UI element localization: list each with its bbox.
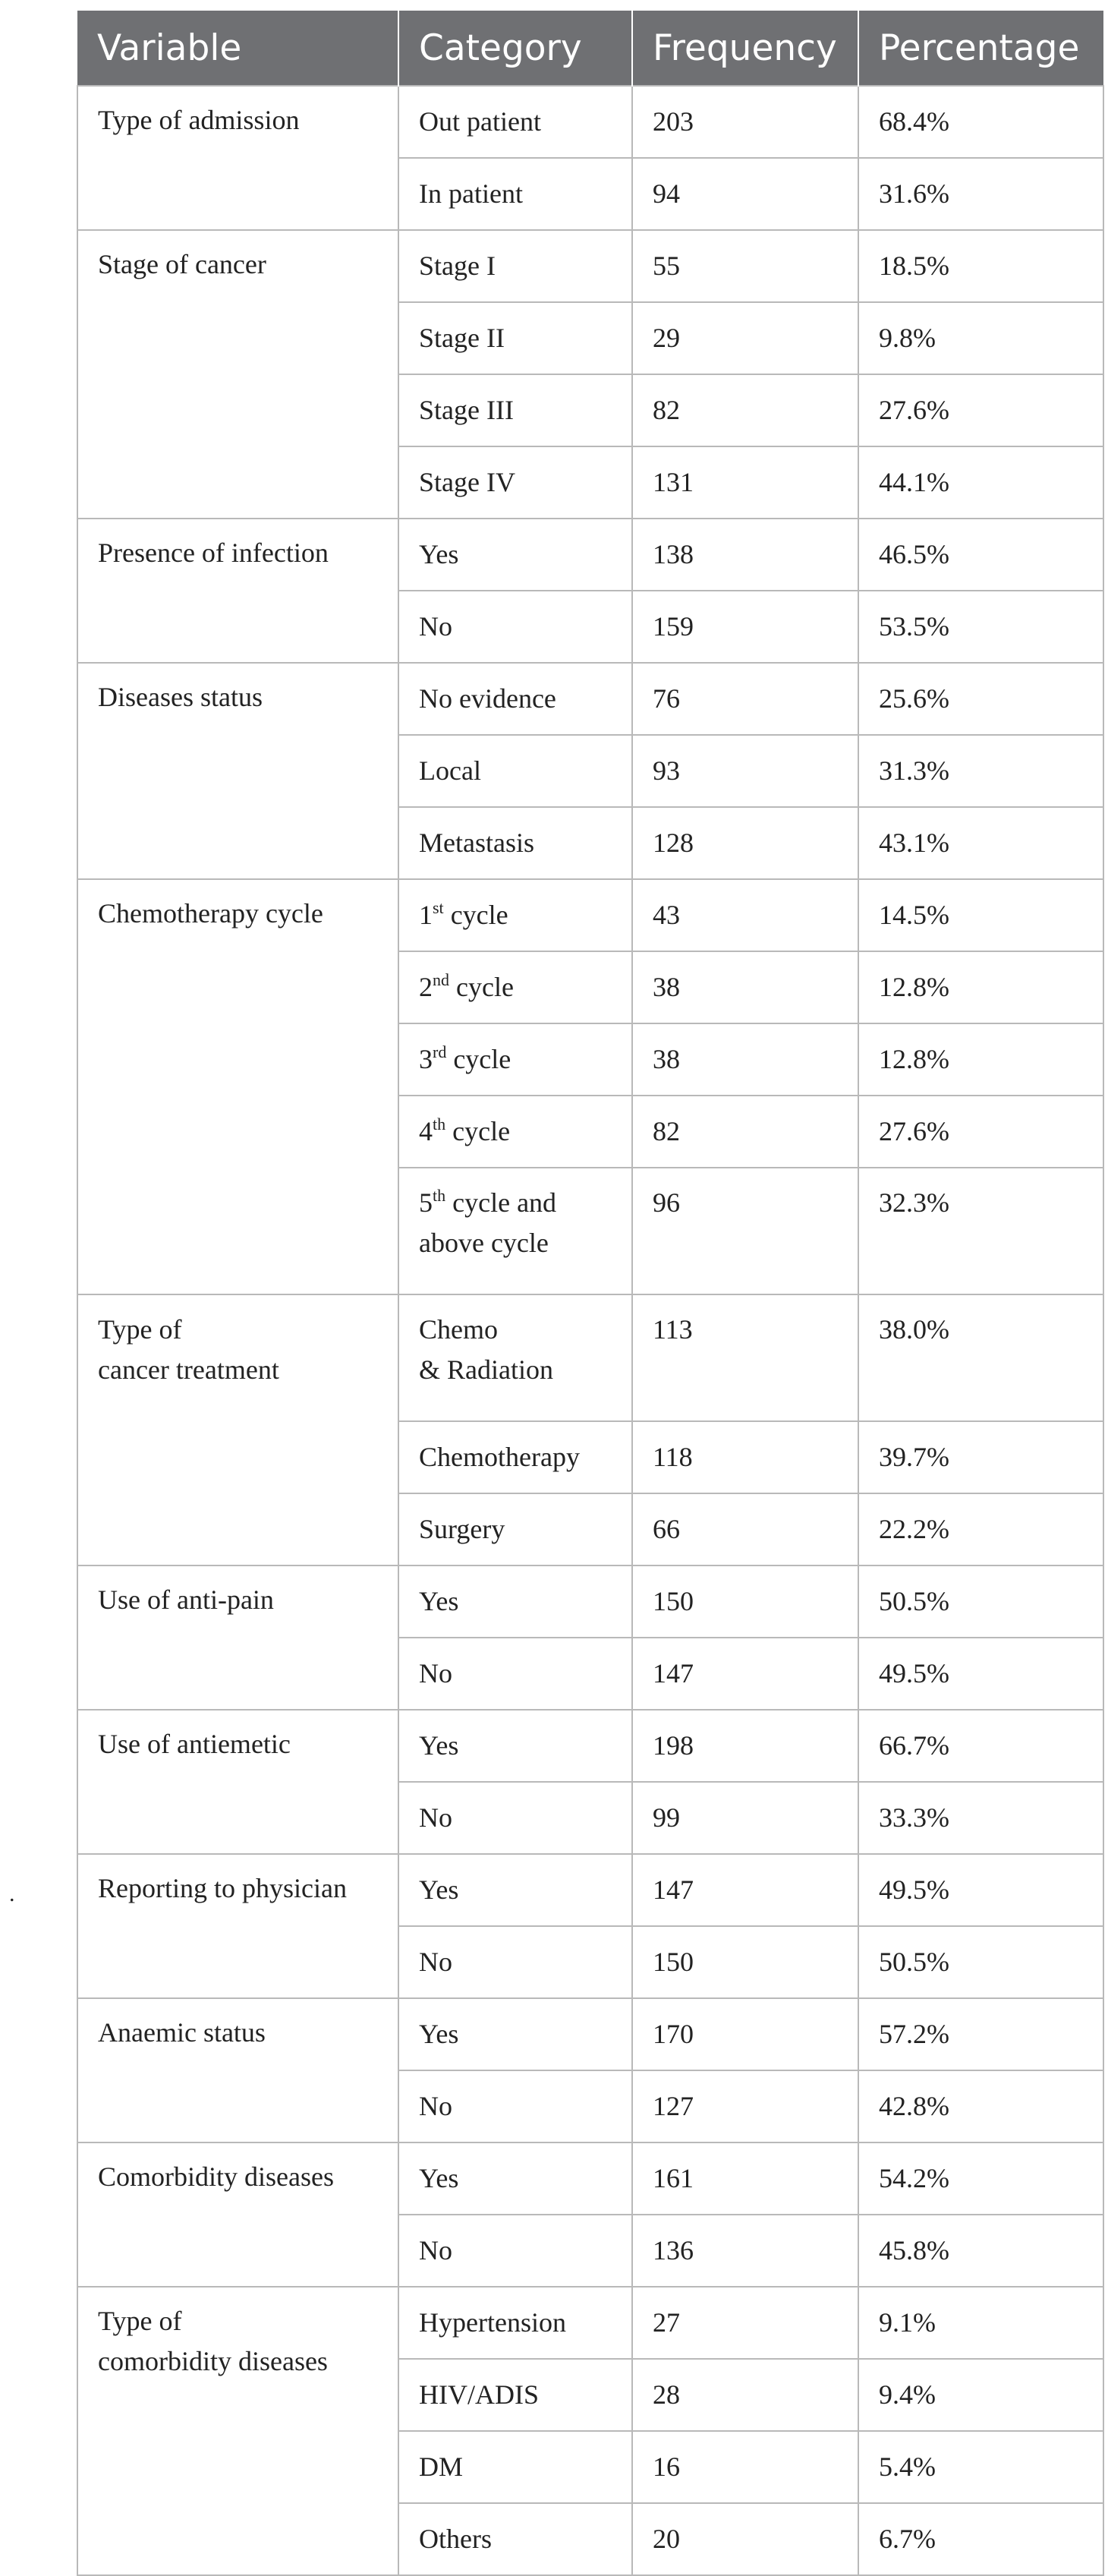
frequency-cell: 82 <box>632 1096 858 1168</box>
percentage-cell: 49.5% <box>858 1638 1103 1710</box>
category-cell: HIV/ADIS <box>398 2359 632 2431</box>
frequency-cell: 55 <box>632 230 858 302</box>
frequency-cell: 147 <box>632 1638 858 1710</box>
variable-cell: Chemotherapy cycle <box>77 879 398 1294</box>
variable-cell: Use of anti-pain <box>77 1565 398 1710</box>
variable-cell: Anaemic status <box>77 1998 398 2142</box>
category-cell <box>398 879 632 951</box>
percentage-cell: 9.4% <box>858 2359 1103 2431</box>
category-cell <box>398 1168 632 1294</box>
side-mark: . <box>9 1881 15 1906</box>
percentage-cell: 9.1% <box>858 2287 1103 2359</box>
category-cell: Hypertension <box>398 2287 632 2359</box>
percentage-cell: 9.8% <box>858 302 1103 374</box>
table-body <box>77 86 1103 2575</box>
ordinal-suffix: st <box>433 898 444 917</box>
cycle-number: 5 <box>419 1187 433 1218</box>
category-cell: Yes <box>398 519 632 591</box>
category-cell: Yes <box>398 1710 632 1782</box>
table-row <box>77 519 1103 591</box>
table-row <box>77 2142 1103 2215</box>
frequency-cell: 131 <box>632 446 858 519</box>
category-cell: Metastasis <box>398 807 632 879</box>
frequency-cell: 29 <box>632 302 858 374</box>
variable-cell: Type of comorbidity diseases <box>77 2287 398 2575</box>
category-cell <box>398 1023 632 1096</box>
frequency-cell: 150 <box>632 1926 858 1998</box>
frequency-cell: 93 <box>632 735 858 807</box>
header-row <box>77 11 1103 86</box>
cycle-label: cycle <box>445 1116 511 1146</box>
frequency-cell: 94 <box>632 158 858 230</box>
percentage-cell: 49.5% <box>858 1854 1103 1926</box>
variable-cell: Type of cancer treatment <box>77 1294 398 1565</box>
percentage-cell: 5.4% <box>858 2431 1103 2503</box>
frequency-cell: 66 <box>632 1493 858 1565</box>
percentage-cell: 53.5% <box>858 591 1103 663</box>
table-row <box>77 230 1103 302</box>
frequency-cell: 128 <box>632 807 858 879</box>
cycle-number: 2 <box>419 972 433 1002</box>
variable-cell: Stage of cancer <box>77 230 398 519</box>
frequency-cell: 96 <box>632 1168 858 1294</box>
variable-cell: Use of antiemetic <box>77 1710 398 1854</box>
cycle-label: cycle and above cycle <box>419 1187 557 1258</box>
variable-cell: Presence of infection <box>77 519 398 663</box>
category-cell: No <box>398 591 632 663</box>
percentage-cell: 42.8% <box>858 2070 1103 2142</box>
frequency-cell: 27 <box>632 2287 858 2359</box>
category-cell: Yes <box>398 1854 632 1926</box>
data-table <box>77 11 1104 2576</box>
percentage-cell: 22.2% <box>858 1493 1103 1565</box>
table-row <box>77 879 1103 951</box>
frequency-cell: 138 <box>632 519 858 591</box>
percentage-cell: 39.7% <box>858 1421 1103 1493</box>
frequency-cell: 28 <box>632 2359 858 2431</box>
percentage-cell: 46.5% <box>858 519 1103 591</box>
table-row <box>77 1565 1103 1638</box>
percentage-cell: 6.7% <box>858 2503 1103 2575</box>
percentage-cell: 54.2% <box>858 2142 1103 2215</box>
table-row <box>77 86 1103 158</box>
percentage-cell: 44.1% <box>858 446 1103 519</box>
category-cell: No evidence <box>398 663 632 735</box>
header-frequency: Frequency <box>632 11 858 86</box>
percentage-cell: 14.5% <box>858 879 1103 951</box>
percentage-cell: 18.5% <box>858 230 1103 302</box>
category-cell <box>398 951 632 1023</box>
frequency-cell: 203 <box>632 86 858 158</box>
header-percentage: Percentage <box>858 11 1103 86</box>
table-row <box>77 1710 1103 1782</box>
frequency-cell: 82 <box>632 374 858 446</box>
percentage-cell: 31.6% <box>858 158 1103 230</box>
percentage-cell: 66.7% <box>858 1710 1103 1782</box>
variable-cell: Type of admission <box>77 86 398 230</box>
percentage-cell: 68.4% <box>858 86 1103 158</box>
frequency-cell: 38 <box>632 951 858 1023</box>
table-row <box>77 2287 1103 2359</box>
frequency-cell: 43 <box>632 879 858 951</box>
percentage-cell: 50.5% <box>858 1926 1103 1998</box>
category-cell: Yes <box>398 1565 632 1638</box>
table-row <box>77 1294 1103 1421</box>
category-cell: DM <box>398 2431 632 2503</box>
table-row <box>77 1998 1103 2070</box>
category-cell: Out patient <box>398 86 632 158</box>
frequency-cell: 159 <box>632 591 858 663</box>
category-cell: In patient <box>398 158 632 230</box>
ordinal-suffix: th <box>433 1115 446 1134</box>
percentage-cell: 33.3% <box>858 1782 1103 1854</box>
header-category: Category <box>398 11 632 86</box>
category-cell: Yes <box>398 2142 632 2215</box>
percentage-cell: 31.3% <box>858 735 1103 807</box>
percentage-cell: 45.8% <box>858 2215 1103 2287</box>
variable-cell: Comorbidity diseases <box>77 2142 398 2287</box>
cycle-label: cycle <box>449 972 514 1002</box>
percentage-cell: 43.1% <box>858 807 1103 879</box>
category-cell: Stage III <box>398 374 632 446</box>
category-cell: Chemo & Radiation <box>398 1294 632 1421</box>
percentage-cell: 57.2% <box>858 1998 1103 2070</box>
frequency-cell: 20 <box>632 2503 858 2575</box>
category-cell: No <box>398 1782 632 1854</box>
variable-cell: Diseases status <box>77 663 398 879</box>
frequency-cell: 113 <box>632 1294 858 1421</box>
variable-cell: Reporting to physician <box>77 1854 398 1998</box>
cycle-number: 1 <box>419 900 433 930</box>
category-cell: Stage I <box>398 230 632 302</box>
percentage-cell: 27.6% <box>858 1096 1103 1168</box>
ordinal-suffix: th <box>433 1186 446 1205</box>
ordinal-suffix: nd <box>433 970 449 989</box>
ordinal-suffix: rd <box>433 1042 447 1061</box>
category-cell: Stage II <box>398 302 632 374</box>
category-cell: Surgery <box>398 1493 632 1565</box>
table-row <box>77 663 1103 735</box>
percentage-cell: 27.6% <box>858 374 1103 446</box>
percentage-cell: 12.8% <box>858 1023 1103 1096</box>
category-cell: Stage IV <box>398 446 632 519</box>
category-cell: Chemotherapy <box>398 1421 632 1493</box>
cycle-label: cycle <box>446 1044 512 1074</box>
frequency-cell: 127 <box>632 2070 858 2142</box>
cycle-number: 4 <box>419 1116 433 1146</box>
frequency-cell: 16 <box>632 2431 858 2503</box>
category-cell: Others <box>398 2503 632 2575</box>
category-cell: No <box>398 1638 632 1710</box>
frequency-cell: 76 <box>632 663 858 735</box>
header-variable: Variable <box>77 11 398 86</box>
frequency-cell: 150 <box>632 1565 858 1638</box>
percentage-cell: 32.3% <box>858 1168 1103 1294</box>
percentage-cell: 12.8% <box>858 951 1103 1023</box>
percentage-cell: 38.0% <box>858 1294 1103 1421</box>
frequency-cell: 136 <box>632 2215 858 2287</box>
category-cell: No <box>398 2215 632 2287</box>
percentage-cell: 50.5% <box>858 1565 1103 1638</box>
category-cell: Yes <box>398 1998 632 2070</box>
frequency-cell: 147 <box>632 1854 858 1926</box>
category-cell: Local <box>398 735 632 807</box>
frequency-cell: 99 <box>632 1782 858 1854</box>
category-cell: No <box>398 2070 632 2142</box>
frequency-cell: 118 <box>632 1421 858 1493</box>
percentage-cell: 25.6% <box>858 663 1103 735</box>
frequency-cell: 38 <box>632 1023 858 1096</box>
cycle-number: 3 <box>419 1044 433 1074</box>
frequency-cell: 161 <box>632 2142 858 2215</box>
frequency-cell: 170 <box>632 1998 858 2070</box>
frequency-cell: 198 <box>632 1710 858 1782</box>
category-cell <box>398 1096 632 1168</box>
table-row <box>77 1854 1103 1926</box>
cycle-label: cycle <box>443 900 508 930</box>
category-cell: No <box>398 1926 632 1998</box>
